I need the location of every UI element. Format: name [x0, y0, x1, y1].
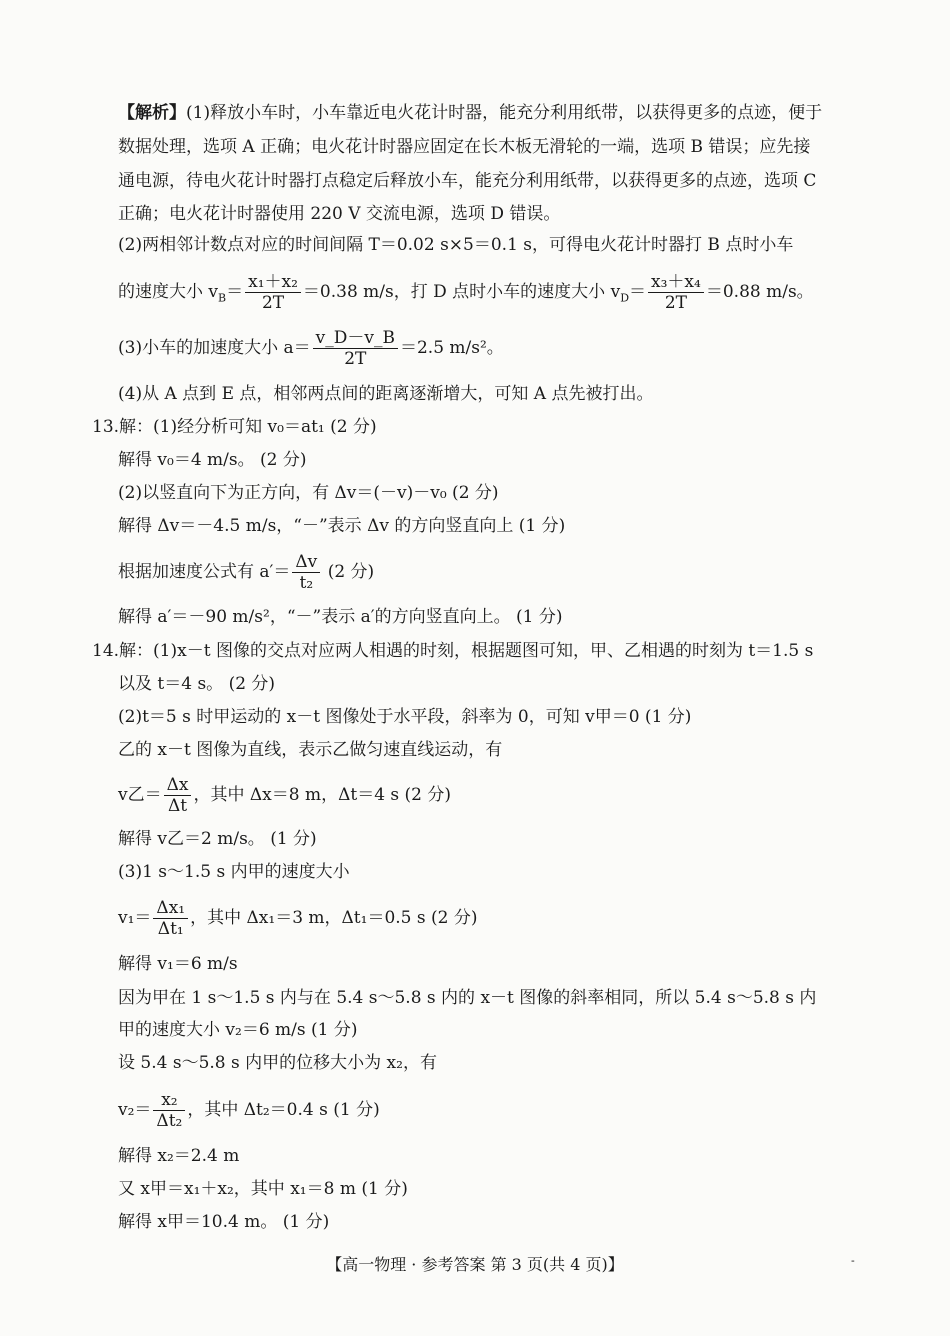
analysis-line-5: (2)两相邻计数点对应的时间间隔 T＝0.02 s×5＝0.1 s，可得电火花计时器打 B 点时小车	[118, 235, 794, 255]
fraction-vb: $\frac{\text{x₁＋x₂}}{2T}$	[245, 273, 301, 312]
q13-line-3: (2)以竖直向下为正方向，有 Δv＝(－v)－v₀ (2 分)	[118, 483, 499, 503]
q14-line-3: (2)t＝5 s 时甲运动的 x－t 图像处于水平段，斜率为 0，可知 v甲＝0 (1 分)	[118, 707, 692, 727]
q13-line-4: 解得 Δv＝－4.5 m/s，“－”表示 Δv 的方向竖直向上 (1 分)	[118, 516, 566, 536]
q14-line-9: 解得 v₁＝6 m/s	[118, 954, 238, 974]
fraction-v2: $\frac{\text{x₂}}{\text{Δt₂}}$	[153, 1091, 185, 1130]
q14-line-5: v乙＝ $\frac{\Delta x}{\Delta t}$ ，其中 Δx＝8 m，Δt＝4 s (2 分)	[118, 775, 452, 816]
q14-line-8: v₁＝ $\frac{\text{Δx₁}}{\text{Δt₁}}$ ，其中 Δx₁＝3 m，Δt₁＝0.5 s (2 分)	[118, 898, 478, 939]
analysis-line-6: 的速度大小 $v_B=$ $\frac{\text{x₁＋x₂}}{2T}$ ＝0.38 m/s，打 D 点时小车的速度大小 $v_D=$ $\frac{\text{x₃＋x₄}}{2T}$ ＝0.88 m/s。	[118, 272, 814, 313]
corner-mark: -	[851, 1254, 855, 1267]
q14-line-11: 甲的速度大小 v₂＝6 m/s (1 分)	[118, 1020, 358, 1040]
q14-number: 14.	[92, 641, 120, 661]
analysis-line-7: (3)小车的加速度大小 a＝ $\frac{v\_D-v\_B}{2T}$ ＝2.5 m/s²。	[118, 328, 504, 369]
q13-line-5: 根据加速度公式有 a′＝ $\frac{\Delta v}{\text{t₂}}$ (2 分)	[118, 552, 375, 593]
analysis-tag: 【解析】	[118, 103, 186, 123]
analysis-line-2: 数据处理，选项 A 正确；电火花计时器应固定在长木板无滑轮的一端，选项 B 错误；应先接	[118, 137, 811, 157]
q13-line-2: 解得 v₀＝4 m/s。 (2 分)	[118, 450, 307, 470]
fraction-v-yi: $\frac{\Delta x}{\Delta t}$	[164, 776, 192, 815]
q14-line-15: 又 x甲＝x₁＋x₂，其中 x₁＝8 m (1 分)	[118, 1179, 408, 1199]
q14-line-13: v₂＝ $\frac{\text{x₂}}{\text{Δt₂}}$ ，其中 Δt₂＝0.4 s (1 分)	[118, 1090, 380, 1131]
q13-line-6: 解得 a′＝－90 m/s²，“－”表示 a′的方向竖直向上。 (1 分)	[118, 607, 563, 627]
q14-line-16: 解得 x甲＝10.4 m。 (1 分)	[118, 1212, 330, 1232]
analysis-line-1: 【解析】(1)释放小车时，小车靠近电火花计时器，能充分利用纸带，以获得更多的点迹，便于	[118, 103, 823, 123]
analysis-line-4: 正确；电火花计时器使用 220 V 交流电源，选项 D 错误。	[118, 204, 561, 224]
q14-line-6: 解得 v乙＝2 m/s。 (1 分)	[118, 829, 317, 849]
q14-line-2: 以及 t＝4 s。 (2 分)	[118, 674, 276, 694]
q14-line-7: (3)1 s～1.5 s 内甲的速度大小	[118, 862, 350, 882]
fraction-vd: $\frac{\text{x₃＋x₄}}{2T}$	[648, 273, 704, 312]
q13-number: 13.	[92, 417, 120, 437]
analysis-line-8: (4)从 A 点到 E 点，相邻两点间的距离逐渐增大，可知 A 点先被打出。	[118, 384, 654, 404]
fraction-a-prime: $\frac{\Delta v}{\text{t₂}}$	[292, 553, 320, 592]
fraction-v1: $\frac{\text{Δx₁}}{\text{Δt₁}}$	[153, 899, 188, 938]
q14-line-4: 乙的 x－t 图像为直线，表示乙做匀速直线运动，有	[118, 740, 503, 760]
q14-line-12: 设 5.4 s～5.8 s 内甲的位移大小为 x₂，有	[118, 1053, 437, 1073]
fraction-a: $\frac{v\_D-v\_B}{2T}$	[313, 329, 398, 368]
q13-line-1: 13.解：(1)经分析可知 v₀＝at₁ (2 分)	[92, 417, 377, 437]
q14-line-10: 因为甲在 1 s～1.5 s 内与在 5.4 s～5.8 s 内的 x－t 图像的斜率相同，所以 5.4 s～5.8 s 内	[118, 988, 817, 1008]
page-footer: 【高一物理 · 参考答案 第 3 页(共 4 页)】	[326, 1255, 624, 1274]
analysis-line-3: 通电源，待电火花计时器打点稳定后释放小车，能充分利用纸带，以获得更多的点迹，选项 C	[118, 171, 817, 191]
q14-line-14: 解得 x₂＝2.4 m	[118, 1146, 240, 1166]
q14-line-1: 14.解：(1)x－t 图像的交点对应两人相遇的时刻，根据题图可知，甲、乙相遇的时刻为 t＝1.5 s	[92, 641, 814, 661]
